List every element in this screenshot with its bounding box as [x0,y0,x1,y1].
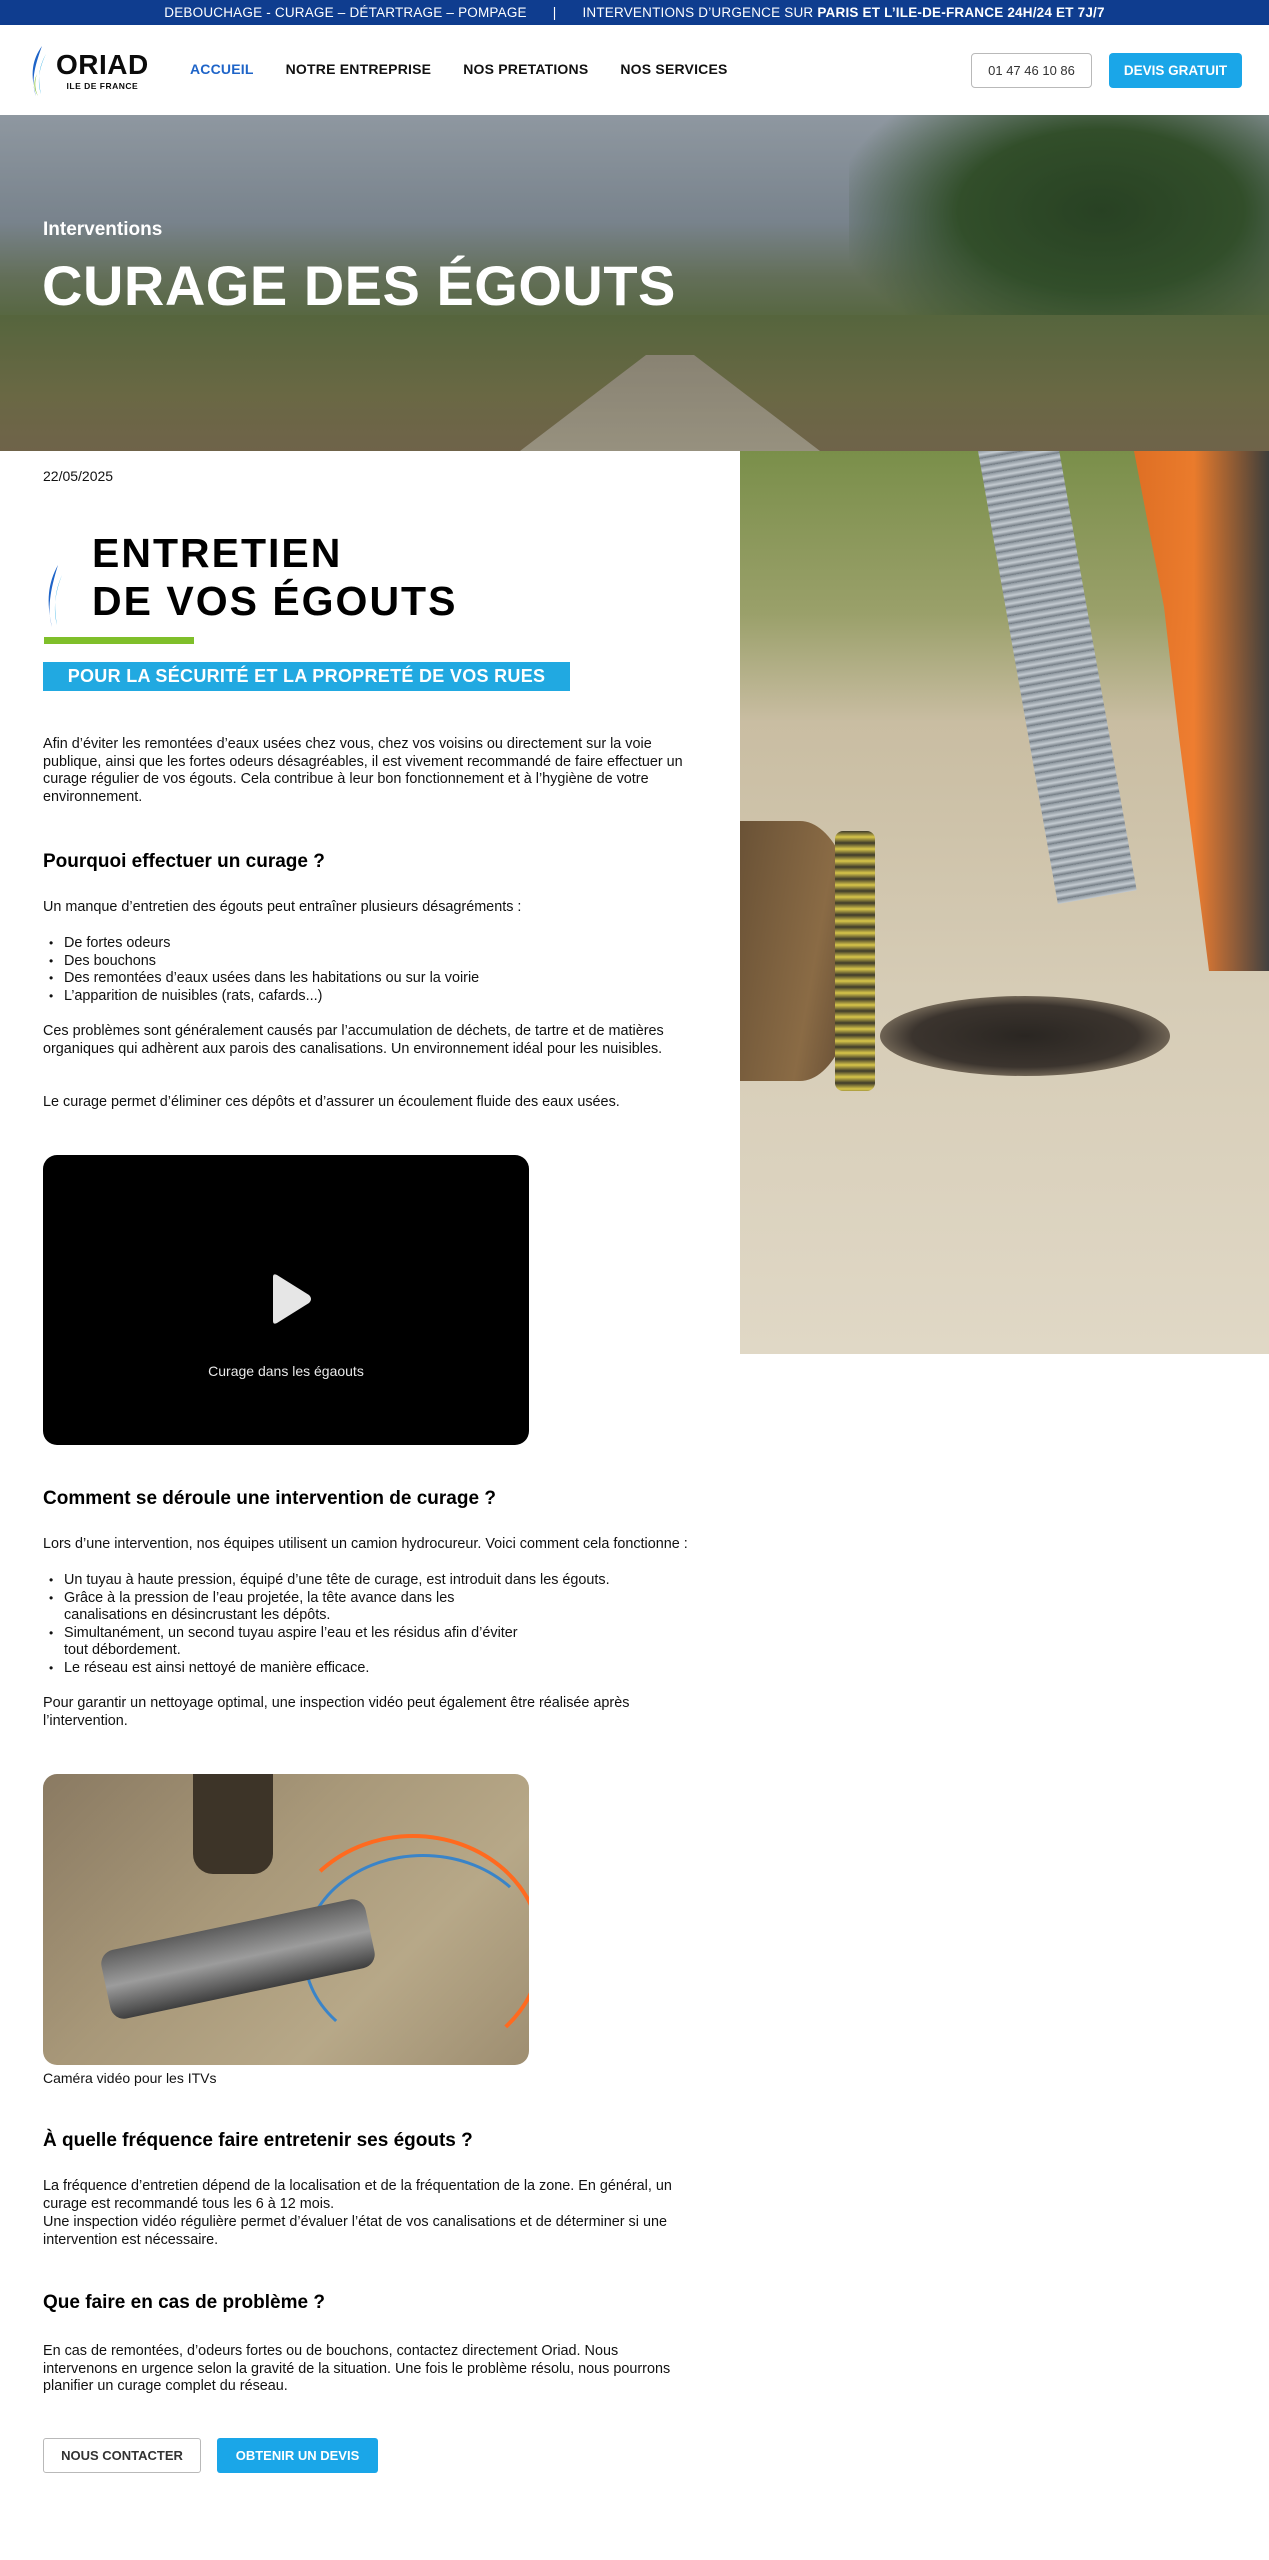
heading-underline [44,637,194,644]
worker-boot [193,1774,273,1874]
problems-list [43,935,693,1005]
inspection-camera-photo [43,1774,529,2065]
topbar-services: DEBOUCHAGE - CURAGE – DÉTARTRAGE – POMPAGE [164,5,527,20]
topbar-urgency [582,5,1104,20]
list-item: • Des bouchons [43,953,693,971]
list-item: • Simultanément, un second tuyau aspire l’eau et les résidus afin d’éviter tout débordement. [43,1625,693,1660]
pourquoi-intro: Un manque d’entretien des égouts peut entraîner plusieurs désagréments : [43,899,522,915]
list-item: • Un tuyau à haute pression, équipé d’une tête de curage, est introduit dans les égouts. [43,1572,693,1590]
curage-benefit-paragraph: Le curage permet d’éliminer ces dépôts et d’assurer un écoulement fluide des eaux usées. [43,1094,620,1110]
section-title-deroulement: Comment se déroule une intervention de curage ? [43,1488,496,1509]
manhole-opening [880,996,1170,1076]
section-heading-line1: ENTRETIEN [92,530,343,576]
section-title-probleme: Que faire en cas de problème ? [43,2292,325,2313]
intro-paragraph: Afin d’éviter les remontées d’eaux usées chez vous, chez vos voisins ou directement sur la voie publique, ainsi que les fortes odeurs désagréables, il est vivement recommandé de faire effectuer un curage régulier de vos égouts. Cela contribue à leur bon fonctionnement et à l’hygiène de votre environnement. [43,736,683,805]
main-nav [190,61,728,77]
logo-subtitle: ILE DE FRANCE [66,81,139,92]
get-quote-button[interactable]: OBTENIR UN DEVIS [217,2438,378,2473]
hero-banner [0,115,1269,451]
section-heading-line2: DE VOS ÉGOUTS [92,578,458,624]
page-title: CURAGE DES ÉGOUTS [42,254,676,317]
causes-paragraph: Ces problèmes sont généralement causés par l’accumulation de déchets, de tartre et de matières organiques qui adhèrent aux parois des canalisations. Un environnement idéal pour les nuisibles. [43,1023,664,1057]
probleme-paragraph: En cas de remontées, d’odeurs fortes ou de bouchons, contactez directement Oriad. Nous intervenons en urgence selon la gravité de la situation. Une fois le problème résolu, nous pourrons planifier un curage complet du réseau. [43,2343,671,2395]
nav-nos-services[interactable]: NOS SERVICES [620,61,728,77]
worker-legs [1119,451,1269,971]
tagline-banner: POUR LA SÉCURITÉ ET LA PROPRETÉ DE VOS RUES [43,662,570,691]
topbar-urgency-prefix: INTERVENTIONS D’URGENCE SUR [582,5,814,20]
hero-kicker: Interventions [43,219,163,240]
oriad-flame-icon [44,563,66,629]
post-date: 22/05/2025 [43,468,114,484]
list-item: • De fortes odeurs [43,935,693,953]
list-item: • L’apparition de nuisibles (rats, cafards...) [43,988,693,1006]
logo-name: ORIAD [56,49,149,81]
list-item: • Des remontées d’eaux usées dans les habitations ou sur la voirie [43,970,693,988]
frequence-paragraph-2: Une inspection vidéo régulière permet d’évaluer l’état de vos canalisations et de déterminer si une intervention est nécessaire. [43,2214,667,2248]
site-header [0,25,1269,115]
steps-list [43,1572,693,1678]
phone-button[interactable]: 01 47 46 10 86 [971,53,1092,88]
site-logo[interactable] [28,43,158,99]
manhole-photo [740,451,1269,1354]
play-icon[interactable] [269,1273,313,1325]
video-player[interactable] [43,1155,529,1445]
suction-pipe [978,451,1137,904]
section-title-pourquoi: Pourquoi effectuer un curage ? [43,851,325,872]
list-item: • Grâce à la pression de l’eau projetée, la tête avance dans les canalisations en désincrustant les dépôts. [43,1590,693,1625]
frequence-paragraph-1: La fréquence d’entretien dépend de la localisation et de la fréquentation de la zone. En général, un curage est recommandé tous les 6 à 12 mois. [43,2178,672,2212]
topbar-urgency-area: PARIS ET L’ILE-DE-FRANCE 24H/24 ET 7J/7 [817,5,1105,20]
top-announcement-bar [0,0,1269,25]
oriad-flame-logo-icon [28,44,50,98]
pressure-hose [835,831,875,1091]
contact-button[interactable]: NOUS CONTACTER [43,2438,201,2473]
list-item: • Le réseau est ainsi nettoyé de manière efficace. [43,1660,693,1678]
nav-notre-entreprise[interactable]: NOTRE ENTREPRISE [285,61,432,77]
nav-accueil[interactable]: ACCUEIL [190,61,254,77]
section-title-frequence: À quelle fréquence faire entretenir ses égouts ? [43,2130,473,2151]
nav-nos-prestations[interactable]: NOS PRETATIONS [463,61,589,77]
devis-gratuit-button[interactable]: DEVIS GRATUIT [1109,53,1242,88]
video-caption: Curage dans les égaouts [208,1363,364,1379]
topbar-separator: | [552,5,557,20]
inspection-paragraph: Pour garantir un nettoyage optimal, une inspection vidéo peut également être réalisée après l’intervention. [43,1695,630,1729]
photo-caption: Caméra vidéo pour les ITVs [43,2070,217,2086]
deroulement-intro: Lors d’une intervention, nos équipes utilisent un camion hydrocureur. Voici comment cela fonctionne : [43,1536,688,1552]
